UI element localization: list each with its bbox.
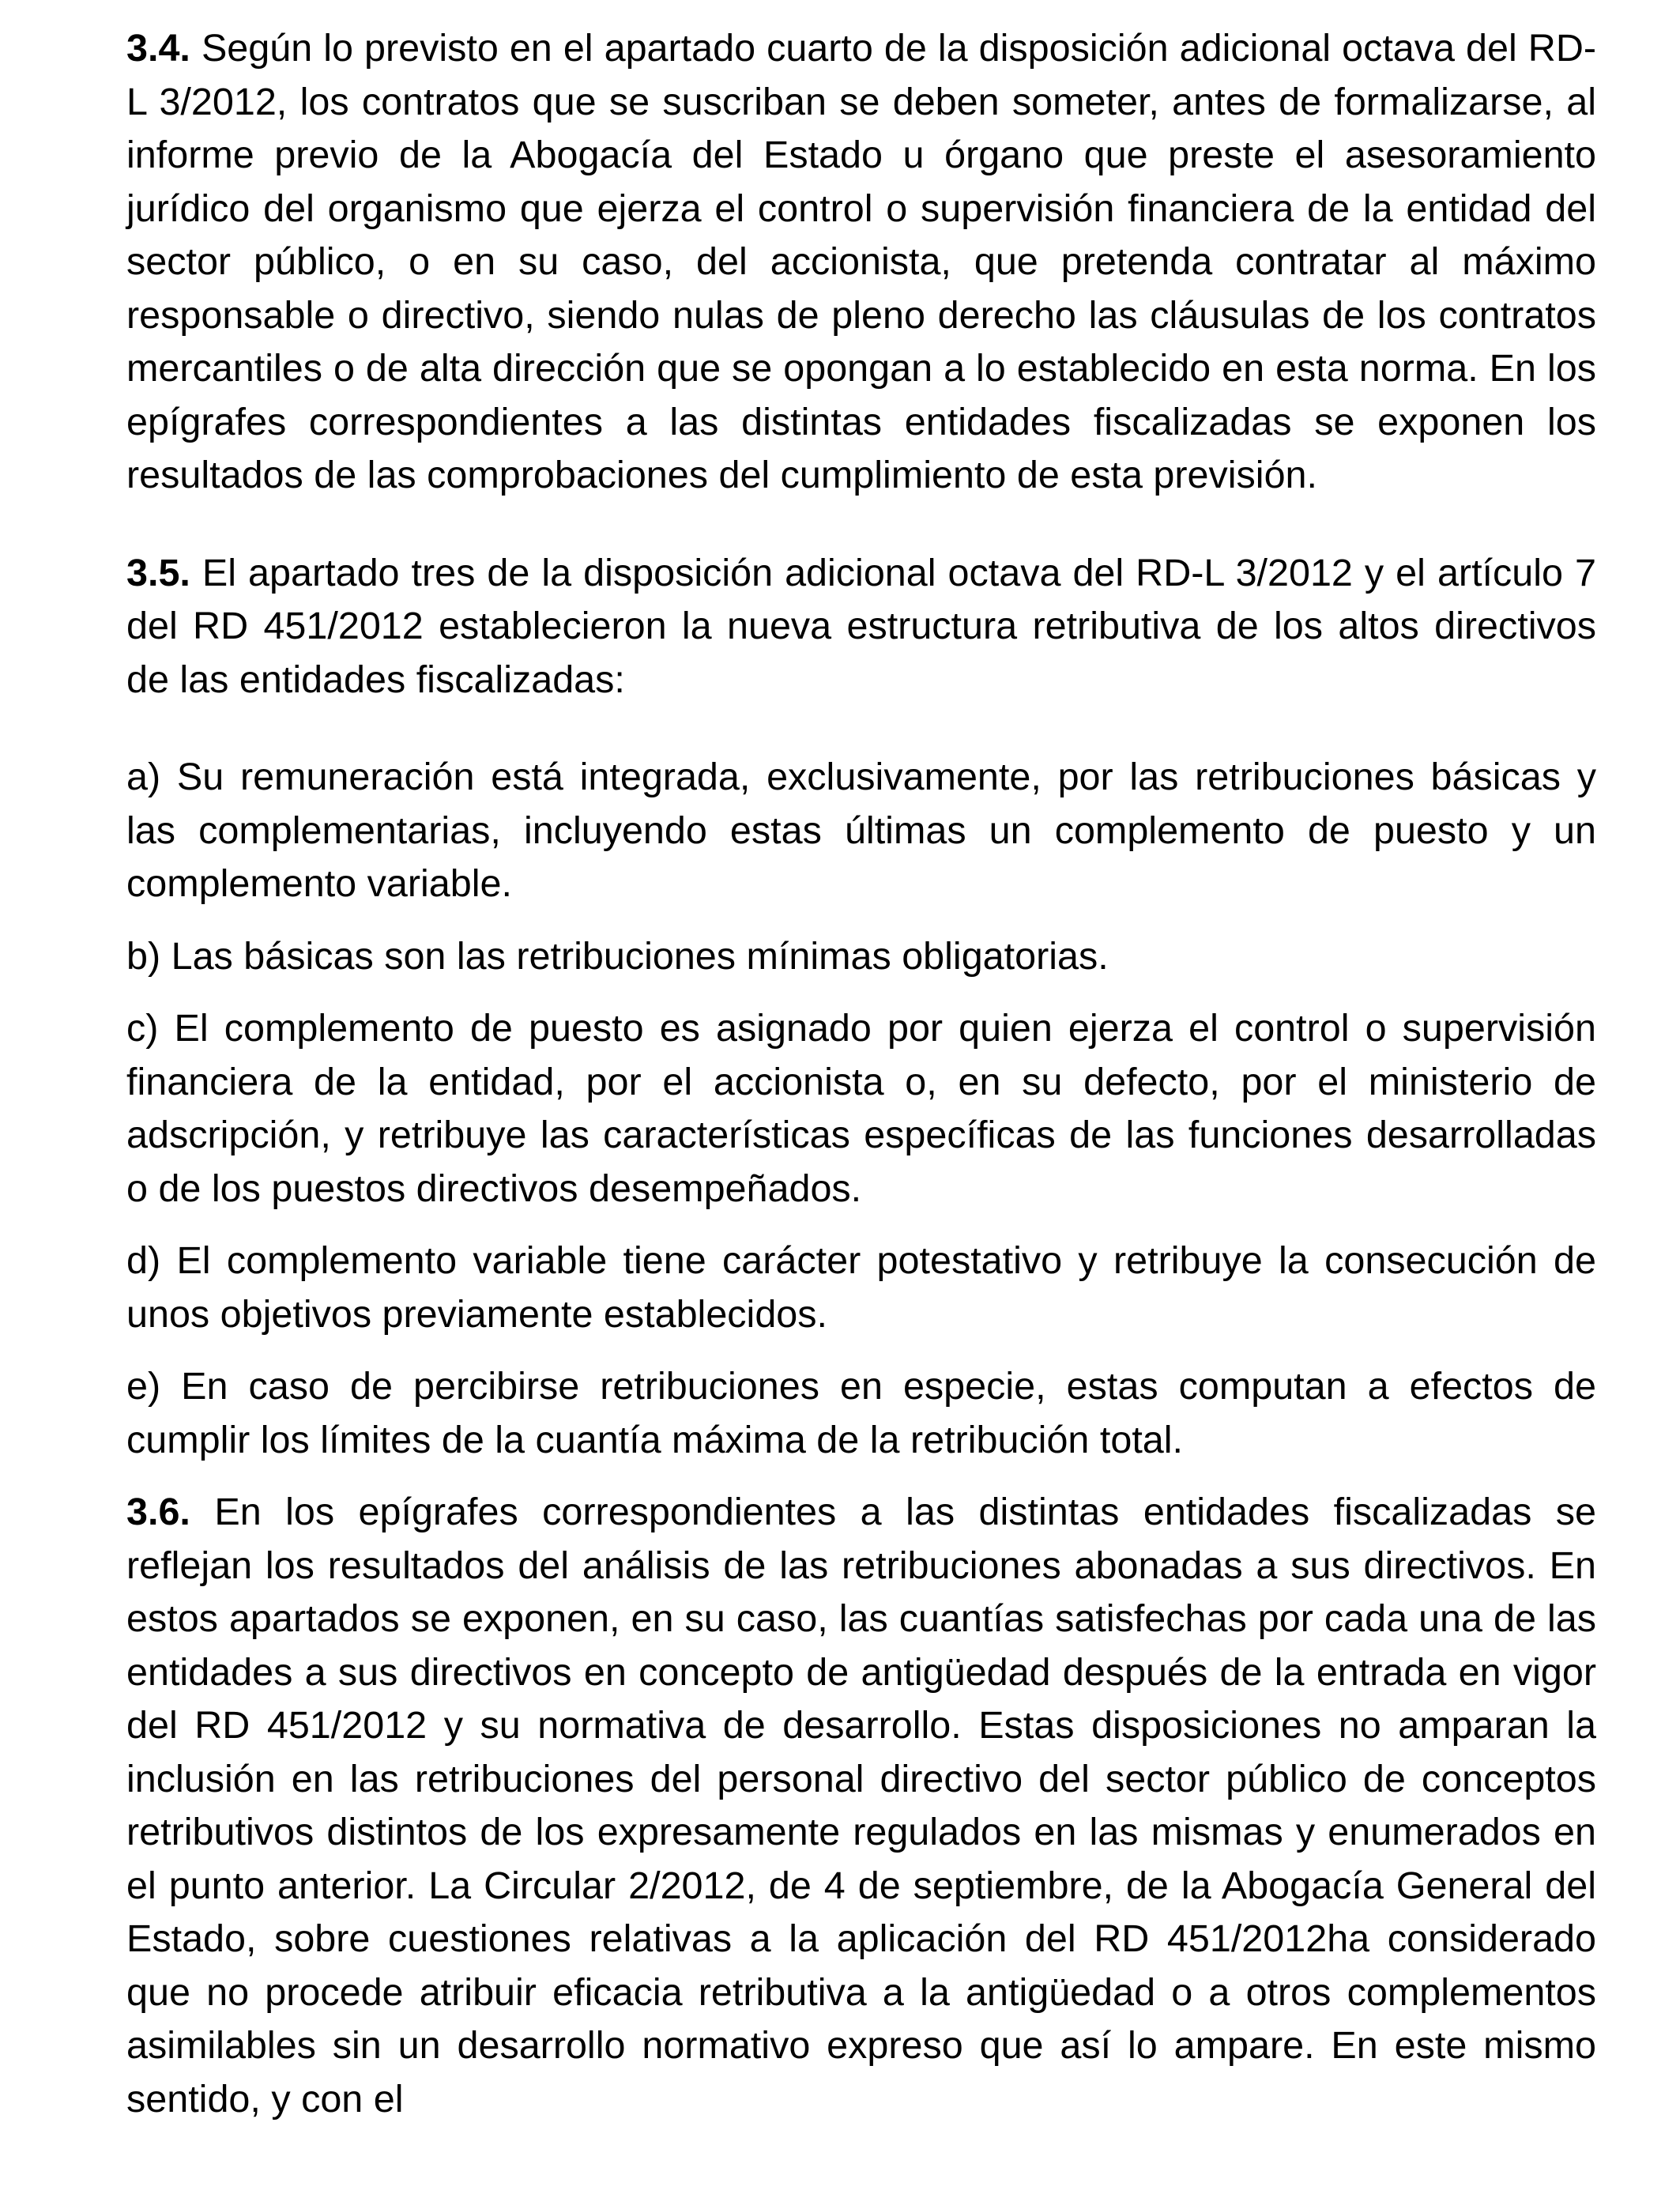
- list-item-e: [126, 1360, 1596, 1467]
- list-item-text: El complemento de puesto es asignado por quien ejerza el control o supervisión financiera de la entidad, por el accionista o, en su defecto, por el ministerio de adscripción, y retribuye las características específicas de las funciones desarrolladas o de los puestos directivos desempeñados.: [126, 1007, 1596, 1210]
- paragraph-number: 3.4.: [126, 27, 190, 70]
- paragraph-number: 3.6.: [126, 1491, 190, 1533]
- list-item-text: Su remuneración está integrada, exclusivamente, por las retribuciones básicas y las complementarias, incluyendo estas últimas un complemento de puesto y un complemento variable.: [126, 756, 1596, 905]
- list-marker: e): [126, 1365, 161, 1408]
- paragraph-text: En los epígrafes correspondientes a las distintas entidades fiscalizadas se reflejan los resultados del análisis de las retribuciones abonadas a sus directivos. En estos apartados se exponen, en su caso, las cuantías satisfechas por cada una de las entidades a sus directivos en concepto de antigüedad después de la entrada en vigor del RD 451/2012 y su normativa de desarrollo. Estas disposiciones no amparan la inclusión en las retribuciones del personal directivo del sector público de conceptos retributivos distintos de los expresamente regulados en las mismas y enumerados en el punto anterior. La Circular 2/2012, de 4 de septiembre, de la Abogacía General del Estado, sobre cuestiones relativas a la aplicación del RD 451/2012ha considerado que no procede atribuir eficacia retributiva a la antigüedad o a otros complementos asimilables sin un desarrollo normativo expreso que así lo ampare. En este mismo sentido, y con el: [126, 1491, 1596, 2120]
- list-item-d: [126, 1235, 1596, 1341]
- paragraph-3-5: [126, 547, 1596, 707]
- list-item-text: El complemento variable tiene carácter potestativo y retribuye la consecución de unos objetivos previamente establecidos.: [126, 1239, 1596, 1336]
- list-marker: a): [126, 756, 161, 798]
- paragraph-3-4: [126, 22, 1596, 503]
- list-item-text: Las básicas son las retribuciones mínimas obligatorias.: [171, 934, 1109, 978]
- list-item-a: [126, 751, 1596, 911]
- document-page: [126, 22, 1596, 2126]
- paragraph-text: Según lo previsto en el apartado cuarto de la disposición adicional octava del RD-L 3/2012, los contratos que se suscriban se deben someter, antes de formalizarse, al informe previo de la Abogacía del Estado u órgano que preste el asesoramiento jurídico del organismo que ejerza el control o supervisión financiera de la entidad del sector público, o en su caso, del accionista, que pretenda contratar al máximo responsable o directivo, siendo nulas de pleno derecho las cláusulas de los contratos mercantiles o de alta dirección que se opongan a lo establecido en esta norma. En los epígrafes correspondientes a las distintas entidades fiscalizadas se exponen los resultados de las comprobaciones del cumplimiento de esta previsión.: [126, 27, 1596, 496]
- list-marker: b): [126, 934, 161, 978]
- list-marker: c): [126, 1007, 159, 1050]
- list-item-text: En caso de percibirse retribuciones en especie, estas computan a efectos de cumplir los límites de la cuantía máxima de la retribución total.: [126, 1365, 1596, 1461]
- list-item-c: [126, 1002, 1596, 1216]
- list-item-b: [126, 930, 1596, 984]
- list-marker: d): [126, 1239, 161, 1282]
- paragraph-3-6: [126, 1486, 1596, 2126]
- paragraph-text: El apartado tres de la disposición adicional octava del RD-L 3/2012 y el artículo 7 del RD 451/2012 establecieron la nueva estructura retributiva de los altos directivos de las entidades fiscalizadas:: [126, 551, 1596, 701]
- paragraph-number: 3.5.: [126, 551, 190, 594]
